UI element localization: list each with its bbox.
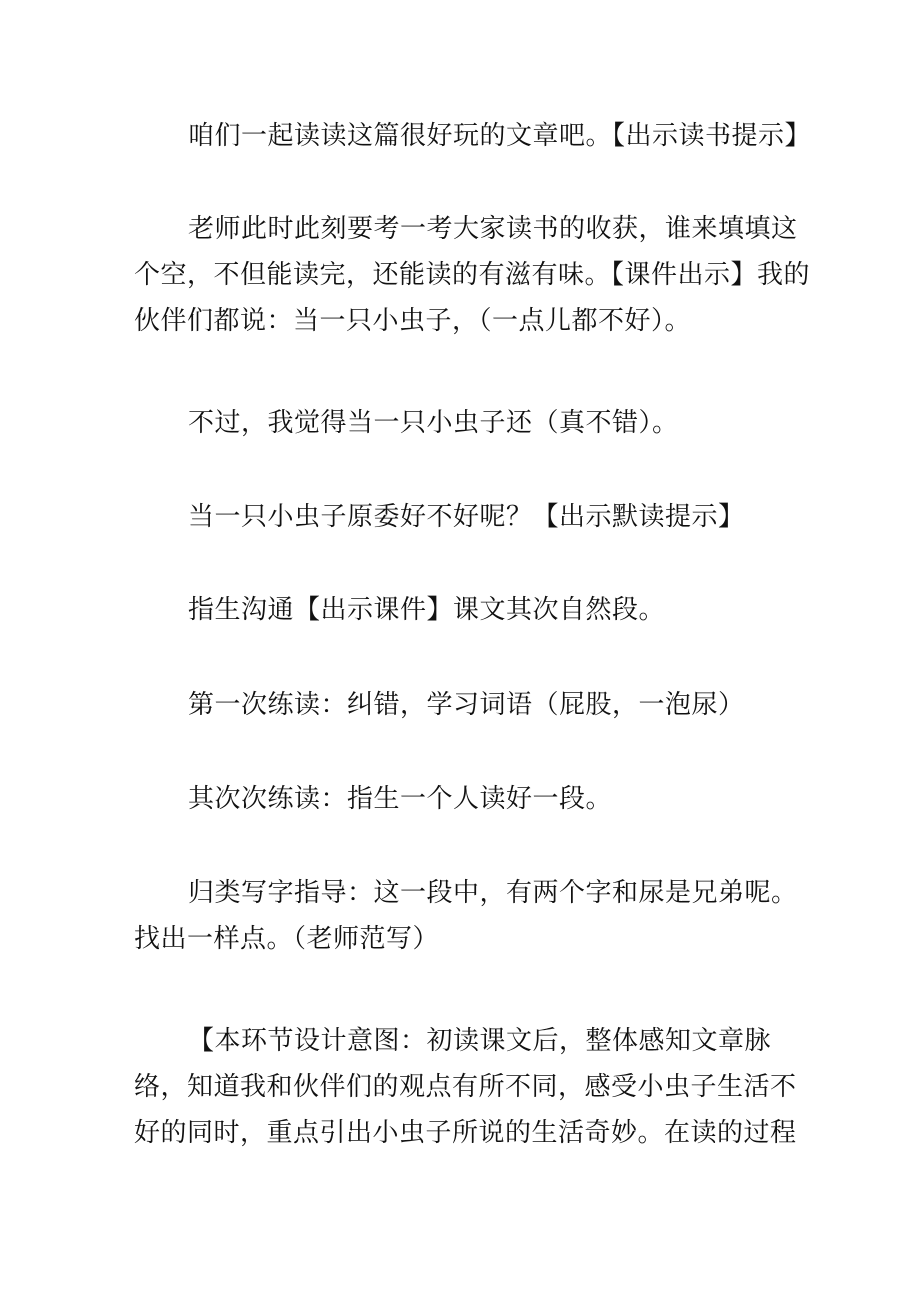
- paragraph-not-bad: 不过，我觉得当一只小虫子还（真不错）。: [188, 408, 679, 438]
- paragraph-question: 当一只小虫子原委好不好呢？【出示默读提示】: [188, 502, 745, 532]
- paragraph-discussion: 指生沟通【出示课件】课文其次自然段。: [188, 595, 666, 625]
- paragraph-first-practice: 第一次练读：纠错，学习词语（屁股，一泡尿）: [188, 690, 745, 720]
- paragraph-fill-blank: 老师此时此刻要考一考大家读书的收获，谁来填填这个空，不但能读完，还能读的有滋有味。【课件出示】我的伙伴们都说：当一只小虫子，（一点儿都不好）。: [134, 214, 811, 336]
- paragraph-design-intent: 【本环节设计意图：初读课文后，整体感知文章脉络，知道我和伙伴们的观点有所不同，感受小虫子生活不好的同时，重点引出小虫子所说的生活奇妙。在读的过程: [134, 1026, 797, 1148]
- paragraph-writing-guidance: 归类写字指导：这一段中，有两个字和尿是兄弟呢。找出一样点。（老师范写）: [134, 878, 798, 954]
- paragraph-second-practice: 其次次练读：指生一个人读好一段。: [188, 784, 613, 814]
- paragraph-reading-prompt: 咱们一起读读这篇很好玩的文章吧。【出示读书提示】: [188, 121, 812, 151]
